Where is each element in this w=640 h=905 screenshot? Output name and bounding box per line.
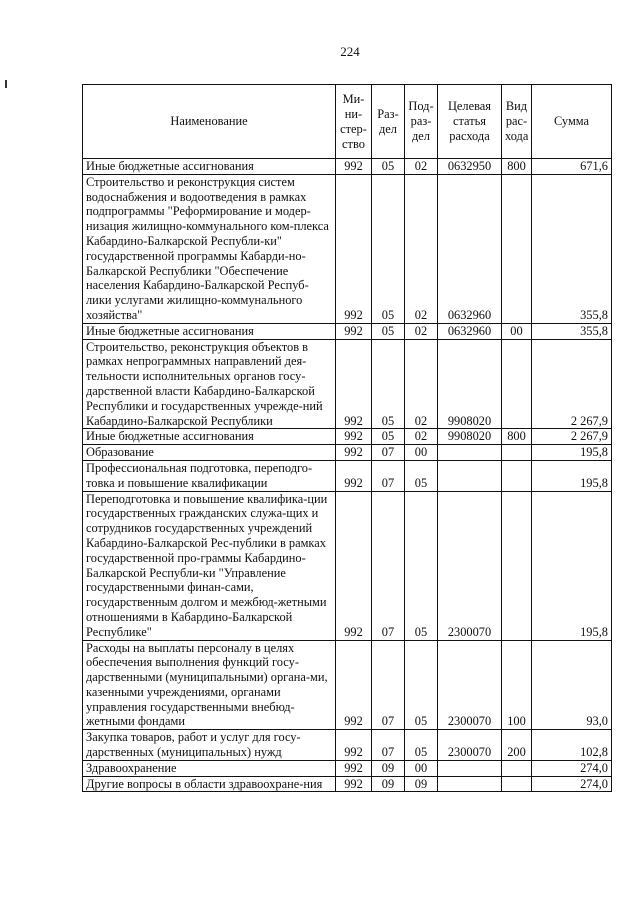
row-sum: 274,0	[532, 776, 612, 792]
table-row	[83, 491, 612, 640]
row-section: 05	[372, 429, 405, 445]
row-section: 07	[372, 460, 405, 491]
row-subsection: 05	[405, 730, 438, 761]
header-expense-type: Вид рас- хода	[502, 85, 532, 159]
row-name: Расходы на выплаты персоналу в целях обеспечения выполнения функций госу-дарственными (муниципальными) органа-ми, казенными учреждениями, органами управления государственными внебюд-жетными фондами	[83, 640, 336, 730]
header-target: Целевая статья расхода	[438, 85, 502, 159]
row-ministry: 992	[336, 640, 372, 730]
header-section: Раз- дел	[372, 85, 405, 159]
row-target: 0632950	[438, 159, 502, 175]
page-number: 224	[340, 44, 360, 59]
row-target: 0632960	[438, 174, 502, 323]
row-sum: 355,8	[532, 323, 612, 339]
row-subsection: 02	[405, 323, 438, 339]
row-sum: 274,0	[532, 760, 612, 776]
row-section: 09	[372, 776, 405, 792]
row-ministry: 992	[336, 429, 372, 445]
table-row	[83, 730, 612, 761]
header-subsection: Под- раз- дел	[405, 85, 438, 159]
row-subsection: 09	[405, 776, 438, 792]
row-expense-type	[502, 776, 532, 792]
row-subsection: 02	[405, 159, 438, 175]
row-target	[438, 760, 502, 776]
header-name: Наименование	[83, 85, 336, 159]
row-subsection: 00	[405, 445, 438, 461]
header-ministry: Ми- ни- стер- ство	[336, 85, 372, 159]
table-row	[83, 445, 612, 461]
row-name: Другие вопросы в области здравоохране-ния	[83, 776, 336, 792]
row-expense-type	[502, 174, 532, 323]
row-sum: 195,8	[532, 460, 612, 491]
row-sum: 671,6	[532, 159, 612, 175]
row-name: Строительство, реконструкция объектов в рамках непрограммных направлений дея-тельности исполнительных органов госу-дарственной власти Кабардино-Балкарской Республики и государственных учрежде-ний Кабардино-Балкарской Республики	[83, 339, 336, 429]
row-expense-type	[502, 760, 532, 776]
row-subsection: 05	[405, 460, 438, 491]
row-expense-type	[502, 445, 532, 461]
row-ministry: 992	[336, 491, 372, 640]
row-sum: 355,8	[532, 174, 612, 323]
row-expense-type: 200	[502, 730, 532, 761]
row-ministry: 992	[336, 776, 372, 792]
row-section: 05	[372, 174, 405, 323]
row-ministry: 992	[336, 174, 372, 323]
row-target: 9908020	[438, 339, 502, 429]
row-section: 07	[372, 491, 405, 640]
margin-mark	[5, 80, 7, 88]
row-subsection: 00	[405, 760, 438, 776]
row-ministry: 992	[336, 730, 372, 761]
table-row	[83, 640, 612, 730]
row-name: Иные бюджетные ассигнования	[83, 323, 336, 339]
row-expense-type: 00	[502, 323, 532, 339]
row-expense-type: 800	[502, 159, 532, 175]
table-row	[83, 760, 612, 776]
row-expense-type	[502, 339, 532, 429]
row-target: 0632960	[438, 323, 502, 339]
row-section: 07	[372, 730, 405, 761]
row-target	[438, 460, 502, 491]
row-sum: 2 267,9	[532, 429, 612, 445]
row-subsection: 02	[405, 339, 438, 429]
row-expense-type: 100	[502, 640, 532, 730]
row-target	[438, 445, 502, 461]
row-sum: 195,8	[532, 491, 612, 640]
row-section: 09	[372, 760, 405, 776]
row-name: Строительство и реконструкция систем водоснабжения и водоотведения в рамках подпрограммы "Реформирование и модер-низация жилищно-коммунального ком-плекса Кабардино-Балкарской Республи-ки" государственной программы Кабарди-но-Балкарской Республики "Обеспечение населения Кабардино-Балкарской Респуб-лики услугами жилищно-коммунального хозяйства"	[83, 174, 336, 323]
row-target: 9908020	[438, 429, 502, 445]
row-expense-type: 800	[502, 429, 532, 445]
row-subsection: 02	[405, 429, 438, 445]
row-target	[438, 776, 502, 792]
table-row	[83, 159, 612, 175]
row-ministry: 992	[336, 760, 372, 776]
table-body	[83, 159, 612, 792]
table-row	[83, 429, 612, 445]
row-ministry: 992	[336, 323, 372, 339]
table-row	[83, 174, 612, 323]
row-section: 07	[372, 445, 405, 461]
row-sum: 102,8	[532, 730, 612, 761]
row-expense-type	[502, 491, 532, 640]
row-subsection: 05	[405, 491, 438, 640]
row-subsection: 02	[405, 174, 438, 323]
table-row	[83, 323, 612, 339]
row-name: Закупка товаров, работ и услуг для госу-дарственных (муниципальных) нужд	[83, 730, 336, 761]
row-name: Здравоохранение	[83, 760, 336, 776]
header-sum: Сумма	[532, 85, 612, 159]
row-sum: 93,0	[532, 640, 612, 730]
row-section: 05	[372, 323, 405, 339]
row-subsection: 05	[405, 640, 438, 730]
table-row	[83, 776, 612, 792]
row-section: 05	[372, 339, 405, 429]
row-target: 2300070	[438, 491, 502, 640]
row-expense-type	[502, 460, 532, 491]
table-row	[83, 339, 612, 429]
row-sum: 2 267,9	[532, 339, 612, 429]
row-name: Иные бюджетные ассигнования	[83, 429, 336, 445]
table-row	[83, 460, 612, 491]
row-ministry: 992	[336, 445, 372, 461]
row-name: Переподготовка и повышение квалифика-ции государственных гражданских служа-щих и сотрудников государственных учреждений Кабардино-Балкарской Рес-публики в рамках государственной про-граммы Кабардино-Балкарской Республи-ки "Управление государственными финан-сами, государственным долгом и межбюд-жетными отношениями в Кабардино-Балкарской Республике"	[83, 491, 336, 640]
budget-table	[82, 84, 612, 792]
row-name: Образование	[83, 445, 336, 461]
row-ministry: 992	[336, 339, 372, 429]
row-name: Профессиональная подготовка, переподго-товка и повышение квалификации	[83, 460, 336, 491]
table-header-row	[83, 85, 612, 159]
row-section: 05	[372, 159, 405, 175]
row-target: 2300070	[438, 640, 502, 730]
row-sum: 195,8	[532, 445, 612, 461]
row-target: 2300070	[438, 730, 502, 761]
row-name: Иные бюджетные ассигнования	[83, 159, 336, 175]
row-ministry: 992	[336, 159, 372, 175]
row-section: 07	[372, 640, 405, 730]
row-ministry: 992	[336, 460, 372, 491]
